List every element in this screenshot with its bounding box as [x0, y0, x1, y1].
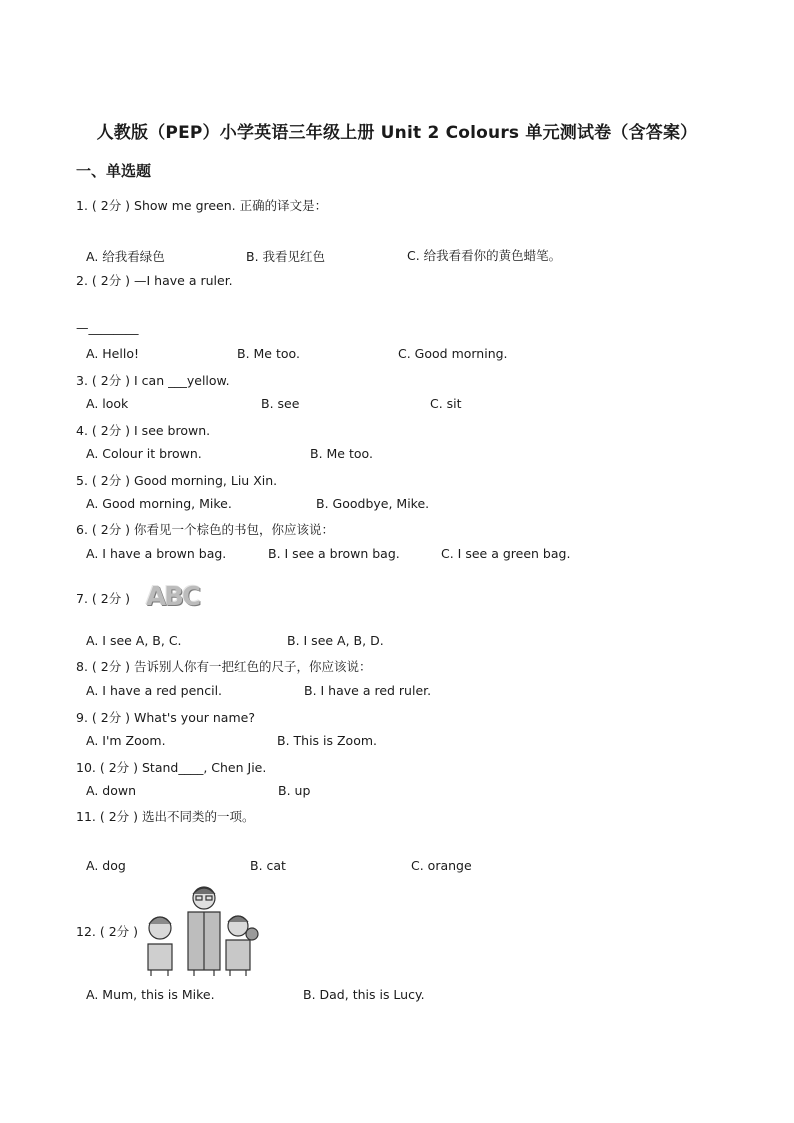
question-11-option-b[interactable]: B. cat: [250, 858, 286, 873]
question-5-stem: 5. ( 2分 ) Good morning, Liu Xin.: [76, 473, 278, 488]
question-8-option-b[interactable]: B. I have a red ruler.: [304, 683, 432, 698]
document-title: 人教版（PEP）小学英语三年级上册 Unit 2 Colours 单元测试卷（含答案）: [96, 123, 698, 143]
question-3-stem: 3. ( 2分 ) I can ___yellow.: [76, 373, 230, 388]
family-illustration: [140, 884, 262, 976]
question-6-option-b[interactable]: B. I see a brown bag.: [268, 546, 400, 561]
question-4-option-b[interactable]: B. Me too.: [310, 446, 373, 461]
question-2-option-a[interactable]: A. Hello!: [86, 346, 139, 361]
question-4-option-a[interactable]: A. Colour it brown.: [86, 446, 202, 461]
question-2-option-c[interactable]: C. Good morning.: [398, 346, 508, 361]
question-1-stem: 1. ( 2分 ) Show me green. 正确的译文是：: [76, 198, 328, 213]
question-10-stem: 10. ( 2分 ) Stand____, Chen Jie.: [76, 760, 267, 775]
question-9-stem: 9. ( 2分 ) What's your name?: [76, 710, 255, 725]
section-heading: 一、单选题: [76, 162, 152, 180]
question-12-option-a[interactable]: A. Mum, this is Mike.: [86, 987, 215, 1002]
question-5-option-b[interactable]: B. Goodbye, Mike.: [316, 496, 430, 511]
question-12-option-b[interactable]: B. Dad, this is Lucy.: [303, 987, 425, 1002]
question-11-option-c[interactable]: C. orange: [411, 858, 472, 873]
question-12-stem: 12. ( 2分 ): [76, 924, 139, 939]
question-1-option-b[interactable]: B. 我看见红色: [246, 249, 326, 264]
question-1-option-c[interactable]: C. 给我看看你的黄色蜡笔。: [407, 248, 562, 263]
abc-letters-image: ABC: [146, 582, 200, 612]
question-3-option-a[interactable]: A. look: [86, 396, 129, 411]
question-3-option-b[interactable]: B. see: [261, 396, 300, 411]
question-5-option-a[interactable]: A. Good morning, Mike.: [86, 496, 232, 511]
question-2-stem: 2. ( 2分 ) —I have a ruler.: [76, 273, 233, 288]
question-10-option-b[interactable]: B. up: [278, 783, 311, 798]
question-10-option-a[interactable]: A. down: [86, 783, 137, 798]
question-7-option-b[interactable]: B. I see A, B, D.: [287, 633, 384, 648]
question-6-stem: 6. ( 2分 ) 你看见一个棕色的书包，你应该说：: [76, 522, 335, 537]
question-6-option-a[interactable]: A. I have a brown bag.: [86, 546, 227, 561]
question-4-stem: 4. ( 2分 ) I see brown.: [76, 423, 211, 438]
question-1-option-a[interactable]: A. 给我看绿色: [86, 249, 165, 264]
question-8-option-a[interactable]: A. I have a red pencil.: [86, 683, 223, 698]
question-3-option-c[interactable]: C. sit: [430, 396, 462, 411]
question-2-answer-line: —________: [76, 320, 139, 335]
question-6-option-c[interactable]: C. I see a green bag.: [441, 546, 571, 561]
question-2-option-b[interactable]: B. Me too.: [237, 346, 300, 361]
question-9-option-b[interactable]: B. This is Zoom.: [277, 733, 378, 748]
question-7-stem: 7. ( 2分 ): [76, 591, 131, 606]
question-7-option-a[interactable]: A. I see A, B, C.: [86, 633, 182, 648]
question-9-option-a[interactable]: A. I'm Zoom.: [86, 733, 166, 748]
question-11-stem: 11. ( 2分 ) 选出不同类的一项。: [76, 809, 255, 824]
question-11-option-a[interactable]: A. dog: [86, 858, 126, 873]
question-8-stem: 8. ( 2分 ) 告诉别人你有一把红色的尺子，你应该说：: [76, 659, 372, 674]
